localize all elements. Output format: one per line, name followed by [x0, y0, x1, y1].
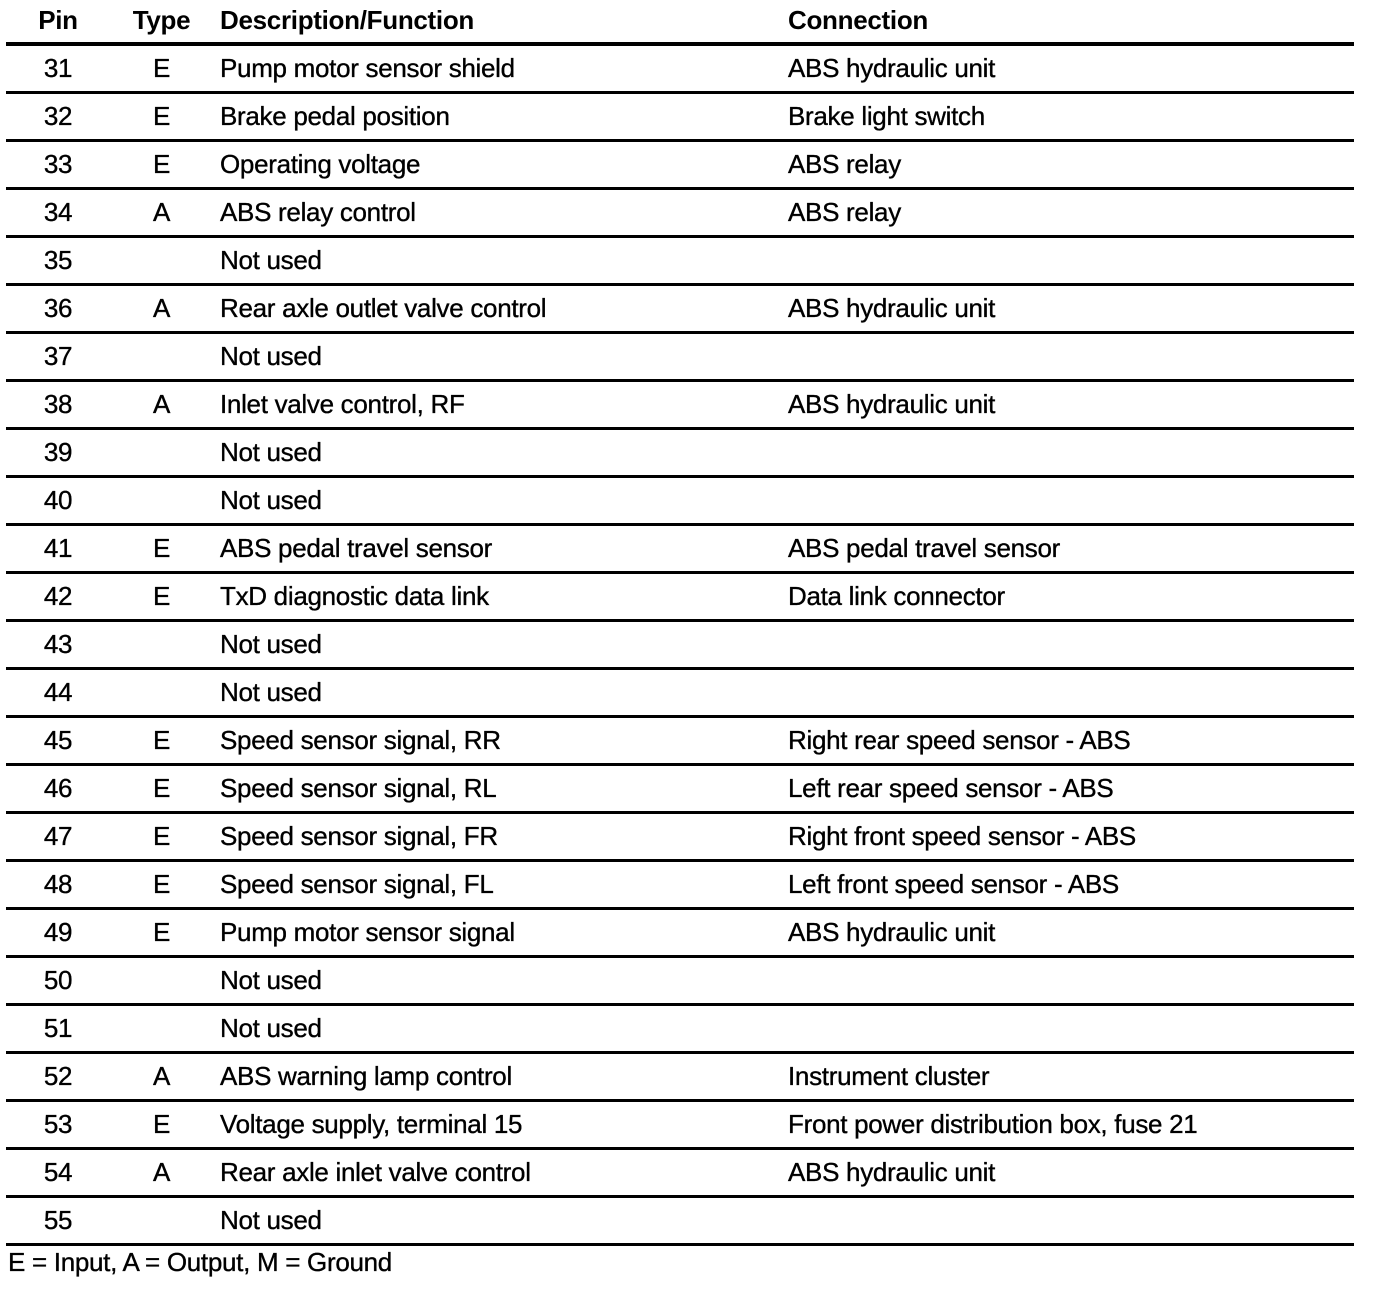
cell-type — [110, 669, 213, 717]
table-row — [6, 909, 1354, 957]
cell-connection — [782, 621, 1354, 669]
cell-connection — [782, 429, 1354, 477]
cell-type: E — [110, 861, 213, 909]
cell-type: E — [110, 765, 213, 813]
table-row — [6, 813, 1354, 861]
cell-description: Speed sensor signal, RR — [213, 717, 782, 765]
cell-connection: Left rear speed sensor - ABS — [782, 765, 1354, 813]
cell-connection: Instrument cluster — [782, 1053, 1354, 1101]
cell-connection: ABS hydraulic unit — [782, 909, 1354, 957]
table-row — [6, 237, 1354, 285]
table-row — [6, 381, 1354, 429]
table-header — [6, 0, 1354, 44]
cell-pin: 47 — [6, 813, 110, 861]
cell-description: Not used — [213, 1197, 782, 1245]
type-legend: E = Input, A = Output, M = Ground — [8, 1247, 392, 1277]
cell-description: ABS warning lamp control — [213, 1053, 782, 1101]
table-row — [6, 669, 1354, 717]
cell-connection: Left front speed sensor - ABS — [782, 861, 1354, 909]
cell-type: A — [110, 285, 213, 333]
cell-pin: 39 — [6, 429, 110, 477]
cell-connection: Right rear speed sensor - ABS — [782, 717, 1354, 765]
cell-type: A — [110, 189, 213, 237]
cell-connection: ABS relay — [782, 189, 1354, 237]
header-row — [6, 0, 1354, 44]
cell-type: A — [110, 381, 213, 429]
cell-description: Voltage supply, terminal 15 — [213, 1101, 782, 1149]
cell-pin: 36 — [6, 285, 110, 333]
cell-description: Pump motor sensor shield — [213, 44, 782, 93]
pin-assignment-table — [6, 0, 1354, 1246]
table-row — [6, 1149, 1354, 1197]
cell-pin: 48 — [6, 861, 110, 909]
table-row — [6, 717, 1354, 765]
cell-pin: 52 — [6, 1053, 110, 1101]
table-row — [6, 765, 1354, 813]
cell-type: E — [110, 717, 213, 765]
cell-pin: 38 — [6, 381, 110, 429]
cell-type — [110, 477, 213, 525]
cell-type: A — [110, 1053, 213, 1101]
table-row — [6, 189, 1354, 237]
cell-pin: 41 — [6, 525, 110, 573]
cell-description: Pump motor sensor signal — [213, 909, 782, 957]
cell-connection: ABS hydraulic unit — [782, 381, 1354, 429]
cell-pin: 34 — [6, 189, 110, 237]
cell-pin: 54 — [6, 1149, 110, 1197]
cell-description: Not used — [213, 429, 782, 477]
cell-pin: 45 — [6, 717, 110, 765]
cell-type: E — [110, 44, 213, 93]
table-row — [6, 1005, 1354, 1053]
cell-pin: 46 — [6, 765, 110, 813]
table-row — [6, 44, 1354, 93]
cell-type — [110, 237, 213, 285]
cell-description: Speed sensor signal, FL — [213, 861, 782, 909]
table-row — [6, 333, 1354, 381]
table-row — [6, 429, 1354, 477]
cell-description: Rear axle inlet valve control — [213, 1149, 782, 1197]
cell-description: Not used — [213, 669, 782, 717]
cell-connection — [782, 477, 1354, 525]
cell-description: Not used — [213, 477, 782, 525]
cell-connection — [782, 237, 1354, 285]
cell-connection: Brake light switch — [782, 93, 1354, 141]
cell-description: Not used — [213, 621, 782, 669]
cell-type — [110, 333, 213, 381]
table-row — [6, 285, 1354, 333]
cell-connection — [782, 1197, 1354, 1245]
header-description: Description/Function — [213, 0, 782, 44]
header-pin: Pin — [6, 0, 110, 44]
cell-pin: 40 — [6, 477, 110, 525]
cell-connection: Front power distribution box, fuse 21 — [782, 1101, 1354, 1149]
cell-connection: Data link connector — [782, 573, 1354, 621]
table-row — [6, 861, 1354, 909]
table-row — [6, 621, 1354, 669]
cell-pin: 32 — [6, 93, 110, 141]
cell-connection: ABS hydraulic unit — [782, 44, 1354, 93]
table-row — [6, 1197, 1354, 1245]
cell-connection — [782, 957, 1354, 1005]
cell-type: E — [110, 813, 213, 861]
table-row — [6, 141, 1354, 189]
cell-connection — [782, 333, 1354, 381]
cell-pin: 43 — [6, 621, 110, 669]
cell-type — [110, 621, 213, 669]
cell-type — [110, 1197, 213, 1245]
cell-type: A — [110, 1149, 213, 1197]
cell-type: E — [110, 909, 213, 957]
cell-pin: 33 — [6, 141, 110, 189]
cell-pin: 35 — [6, 237, 110, 285]
cell-connection — [782, 1005, 1354, 1053]
cell-pin: 55 — [6, 1197, 110, 1245]
cell-connection: ABS relay — [782, 141, 1354, 189]
table-row — [6, 957, 1354, 1005]
cell-description: Speed sensor signal, FR — [213, 813, 782, 861]
cell-type — [110, 1005, 213, 1053]
cell-pin: 51 — [6, 1005, 110, 1053]
cell-connection: ABS hydraulic unit — [782, 1149, 1354, 1197]
table-row — [6, 93, 1354, 141]
cell-description: Not used — [213, 237, 782, 285]
cell-description: Operating voltage — [213, 141, 782, 189]
table-row — [6, 1101, 1354, 1149]
cell-connection: ABS pedal travel sensor — [782, 525, 1354, 573]
cell-description: ABS pedal travel sensor — [213, 525, 782, 573]
cell-type — [110, 429, 213, 477]
cell-connection: Right front speed sensor - ABS — [782, 813, 1354, 861]
cell-type: E — [110, 141, 213, 189]
cell-pin: 50 — [6, 957, 110, 1005]
cell-description: Not used — [213, 333, 782, 381]
cell-description: Speed sensor signal, RL — [213, 765, 782, 813]
cell-pin: 53 — [6, 1101, 110, 1149]
cell-pin: 37 — [6, 333, 110, 381]
table-row — [6, 573, 1354, 621]
cell-type: E — [110, 93, 213, 141]
cell-description: Not used — [213, 1005, 782, 1053]
cell-description: Not used — [213, 957, 782, 1005]
cell-type — [110, 957, 213, 1005]
cell-description: Brake pedal position — [213, 93, 782, 141]
header-type: Type — [110, 0, 213, 44]
table-row — [6, 477, 1354, 525]
header-connection: Connection — [782, 0, 1354, 44]
table-row — [6, 525, 1354, 573]
cell-connection — [782, 669, 1354, 717]
cell-pin: 42 — [6, 573, 110, 621]
cell-pin: 31 — [6, 44, 110, 93]
cell-pin: 44 — [6, 669, 110, 717]
cell-type: E — [110, 573, 213, 621]
cell-description: ABS relay control — [213, 189, 782, 237]
cell-pin: 49 — [6, 909, 110, 957]
table-row — [6, 1053, 1354, 1101]
cell-description: Inlet valve control, RF — [213, 381, 782, 429]
cell-type: E — [110, 525, 213, 573]
cell-connection: ABS hydraulic unit — [782, 285, 1354, 333]
cell-description: Rear axle outlet valve control — [213, 285, 782, 333]
cell-type: E — [110, 1101, 213, 1149]
cell-description: TxD diagnostic data link — [213, 573, 782, 621]
table-body — [6, 44, 1354, 1245]
